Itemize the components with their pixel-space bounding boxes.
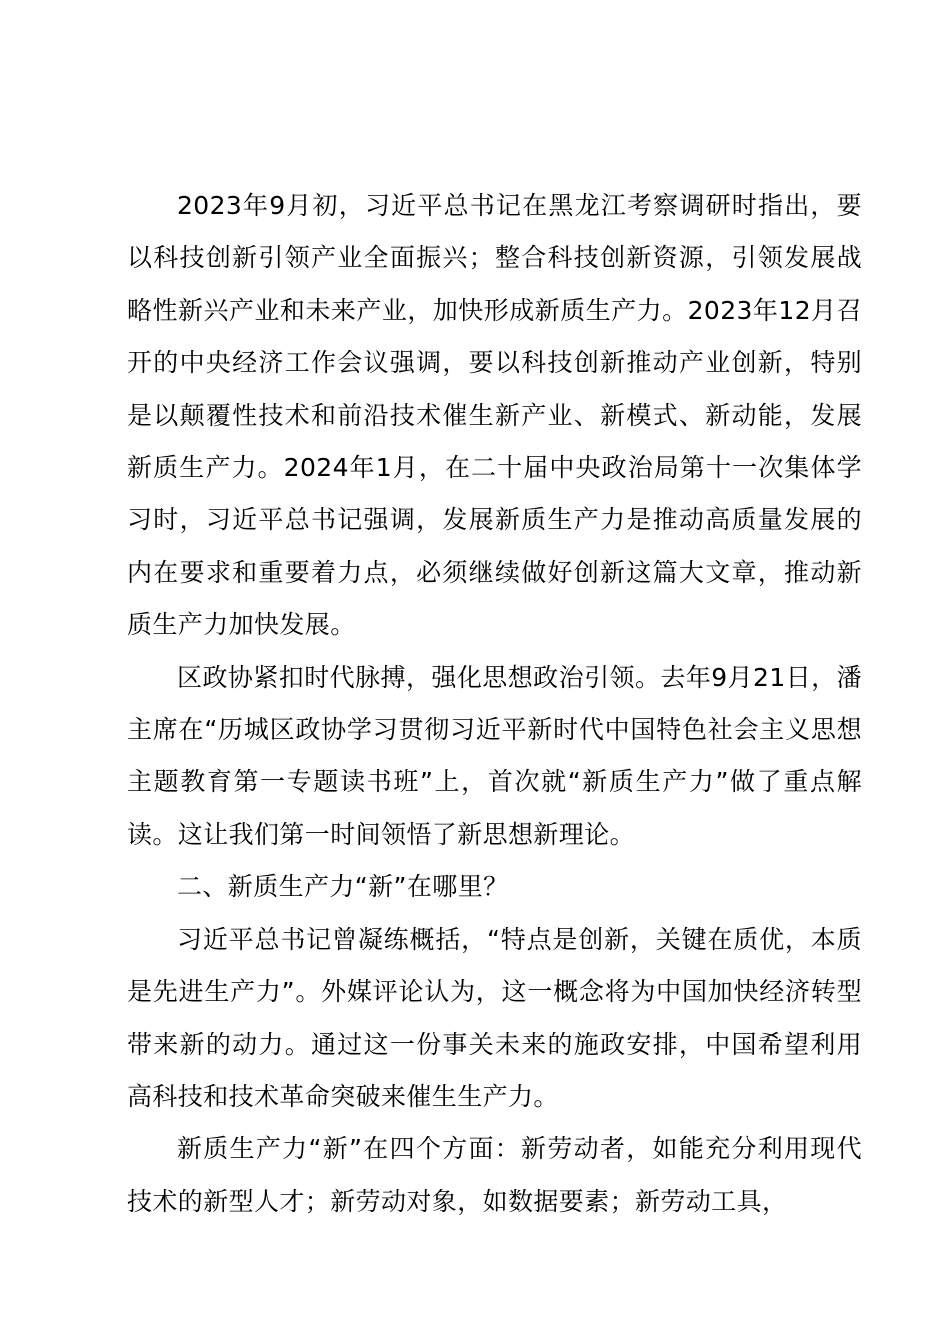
section-heading-what-is-new: 二、新质生产力“新”在哪里？ [177, 872, 509, 902]
paragraph-policy-background: 2023年9月初，习近平总书记在黑龙江考察调研时指出，要以科技创新引领产业全面振兴；整合科技创新资源，引领发展战略性新兴产业和未来产业，加快形成新质生产力。2023年12月召开的中央经济工作会议强调，要以科技创新推动产业创新，特别是以颠覆性技术和前沿技术催生新产业、新模式、新动能，发展新质生产力。2024年1月，在二十届中央政治局第十一次集体学习时，习近平总书记强调，发展新质生产力是推动高质量发展的内在要求和重要着力点，必须继续做好创新这篇大文章，推动新质生产力加快发展。 [127, 191, 862, 640]
paragraph-summary-quote: 习近平总书记曾凝练概括，“特点是创新，关键在质优，本质是先进生产力”。外媒评论认为，这一概念将为中国加快经济转型带来新的动力。通过这一份事关未来的施政安排，中国希望利用高科技和技术革命突破来催生生产力。 [127, 924, 862, 1111]
paragraph-four-aspects: 新质生产力“新”在四个方面：新劳动者，如能充分利用现代技术的新型人才；新劳动对象，如数据要素；新劳动工具， [127, 1134, 862, 1216]
paragraph-cppcc-study: 区政协紧扣时代脉搏，强化思想政治引领。去年9月21日，潘主席在“历城区政协学习贯彻习近平新时代中国特色社会主义思想主题教育第一专题读书班”上，首次就“新质生产力”做了重点解读。这让我们第一时间领悟了新思想新理论。 [127, 662, 862, 849]
document-body [127, 180, 862, 1228]
